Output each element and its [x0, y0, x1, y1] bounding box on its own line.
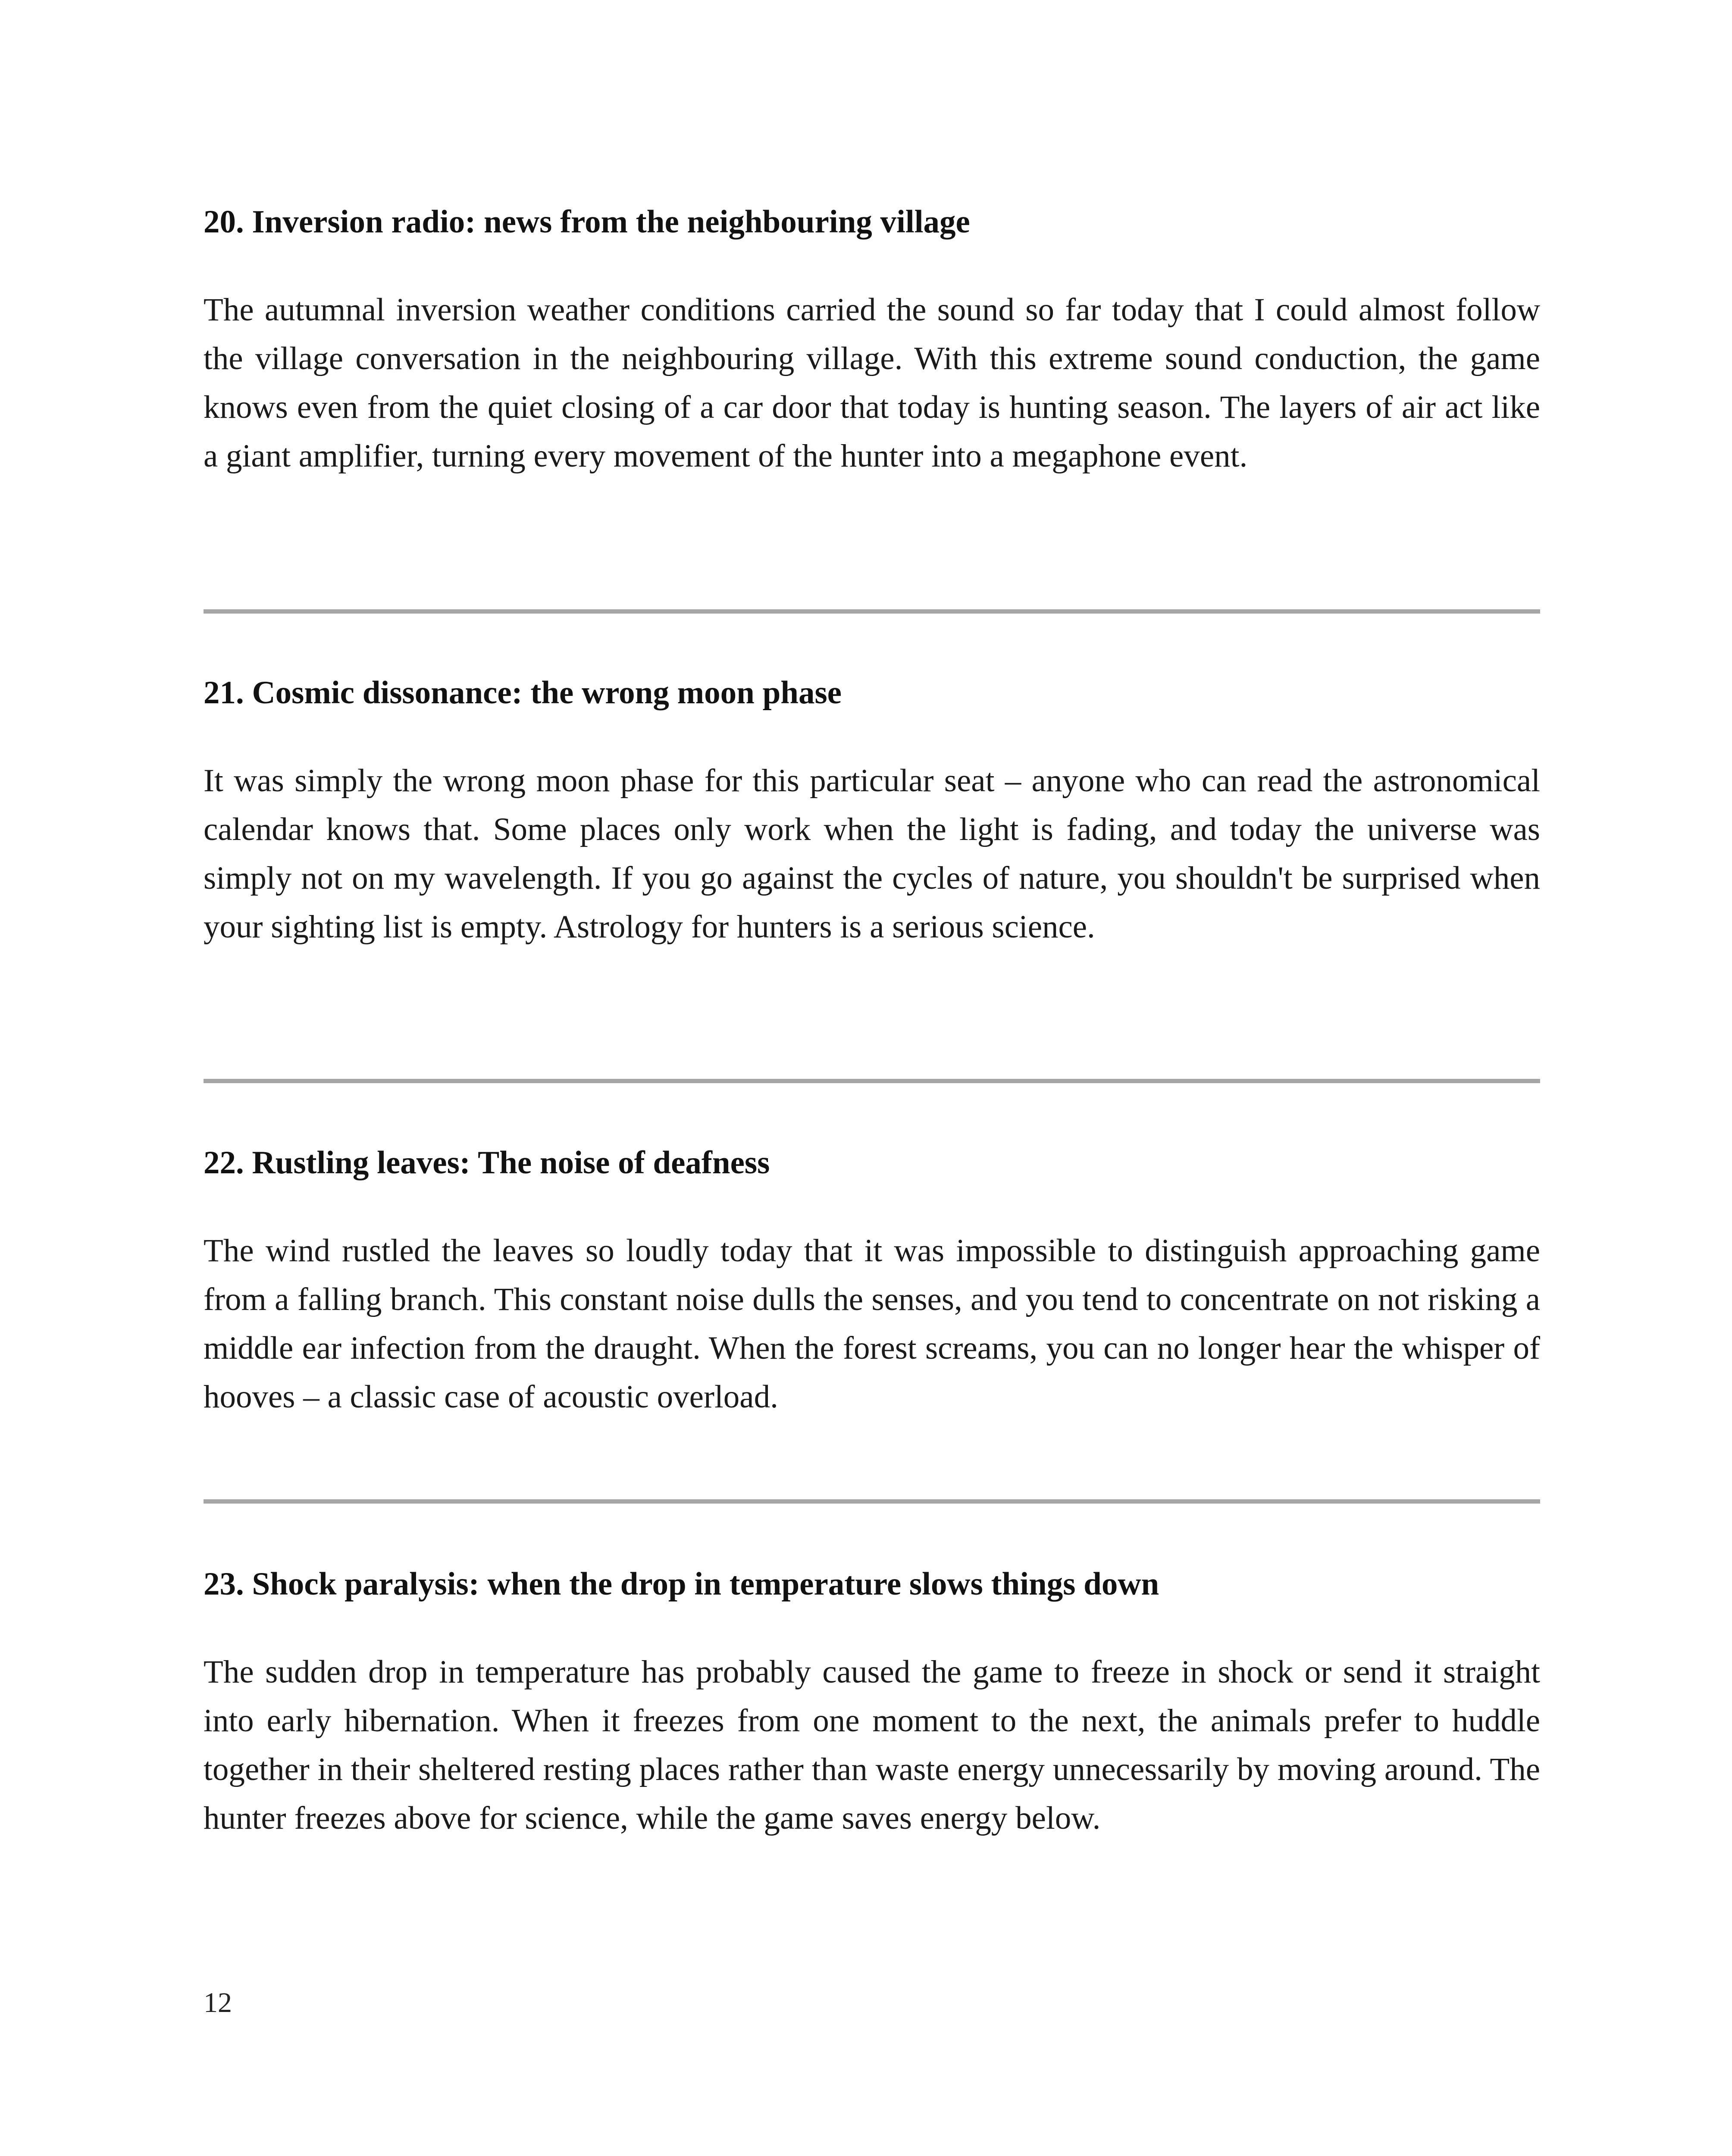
- section-heading: 21. Cosmic dissonance: the wrong moon phase: [204, 675, 842, 711]
- section-21: [204, 674, 1540, 951]
- section-divider: [204, 609, 1540, 614]
- section-22: [204, 1144, 1540, 1421]
- section-divider: [204, 1079, 1540, 1083]
- section-20: [204, 203, 1540, 480]
- section-body: The sudden drop in temperature has probably caused the game to freeze in shock or send it straight into early hibernation. When it freezes from one moment to the next, the animals prefer to huddle together in their sheltered resting places rather than waste energy unnecessarily by moving around. The hunter freezes above for science, while the game saves energy below.: [204, 1654, 1540, 1836]
- section-heading: 23. Shock paralysis: when the drop in temperature slows things down: [204, 1566, 1159, 1602]
- section-body: The wind rustled the leaves so loudly today that it was impossible to distinguish approaching game from a falling branch. This constant noise dulls the senses, and you tend to concentrate on not risking a middle ear infection from the draught. When the forest screams, you can no longer hear the whisper of hooves – a classic case of acoustic overload.: [204, 1233, 1540, 1415]
- section-divider: [204, 1499, 1540, 1504]
- section-23: [204, 1565, 1540, 1843]
- page-number: 12: [204, 1987, 232, 2018]
- section-heading: 22. Rustling leaves: The noise of deafness: [204, 1145, 770, 1181]
- section-body: The autumnal inversion weather conditions carried the sound so far today that I could almost follow the village conversation in the neighbouring village. With this extreme sound conduction, the game knows even from the quiet closing of a car door that today is hunting season. The layers of air act like a giant amplifier, turning every movement of the hunter into a megaphone event.: [204, 292, 1540, 474]
- section-heading: 20. Inversion radio: news from the neighbouring village: [204, 204, 970, 240]
- section-body: It was simply the wrong moon phase for this particular seat – anyone who can read the astronomical calendar knows that. Some places only work when the light is fading, and today the universe was simply not on my wavelength. If you go against the cycles of nature, you shouldn't be surprised when your sighting list is empty. Astrology for hunters is a serious science.: [204, 763, 1540, 945]
